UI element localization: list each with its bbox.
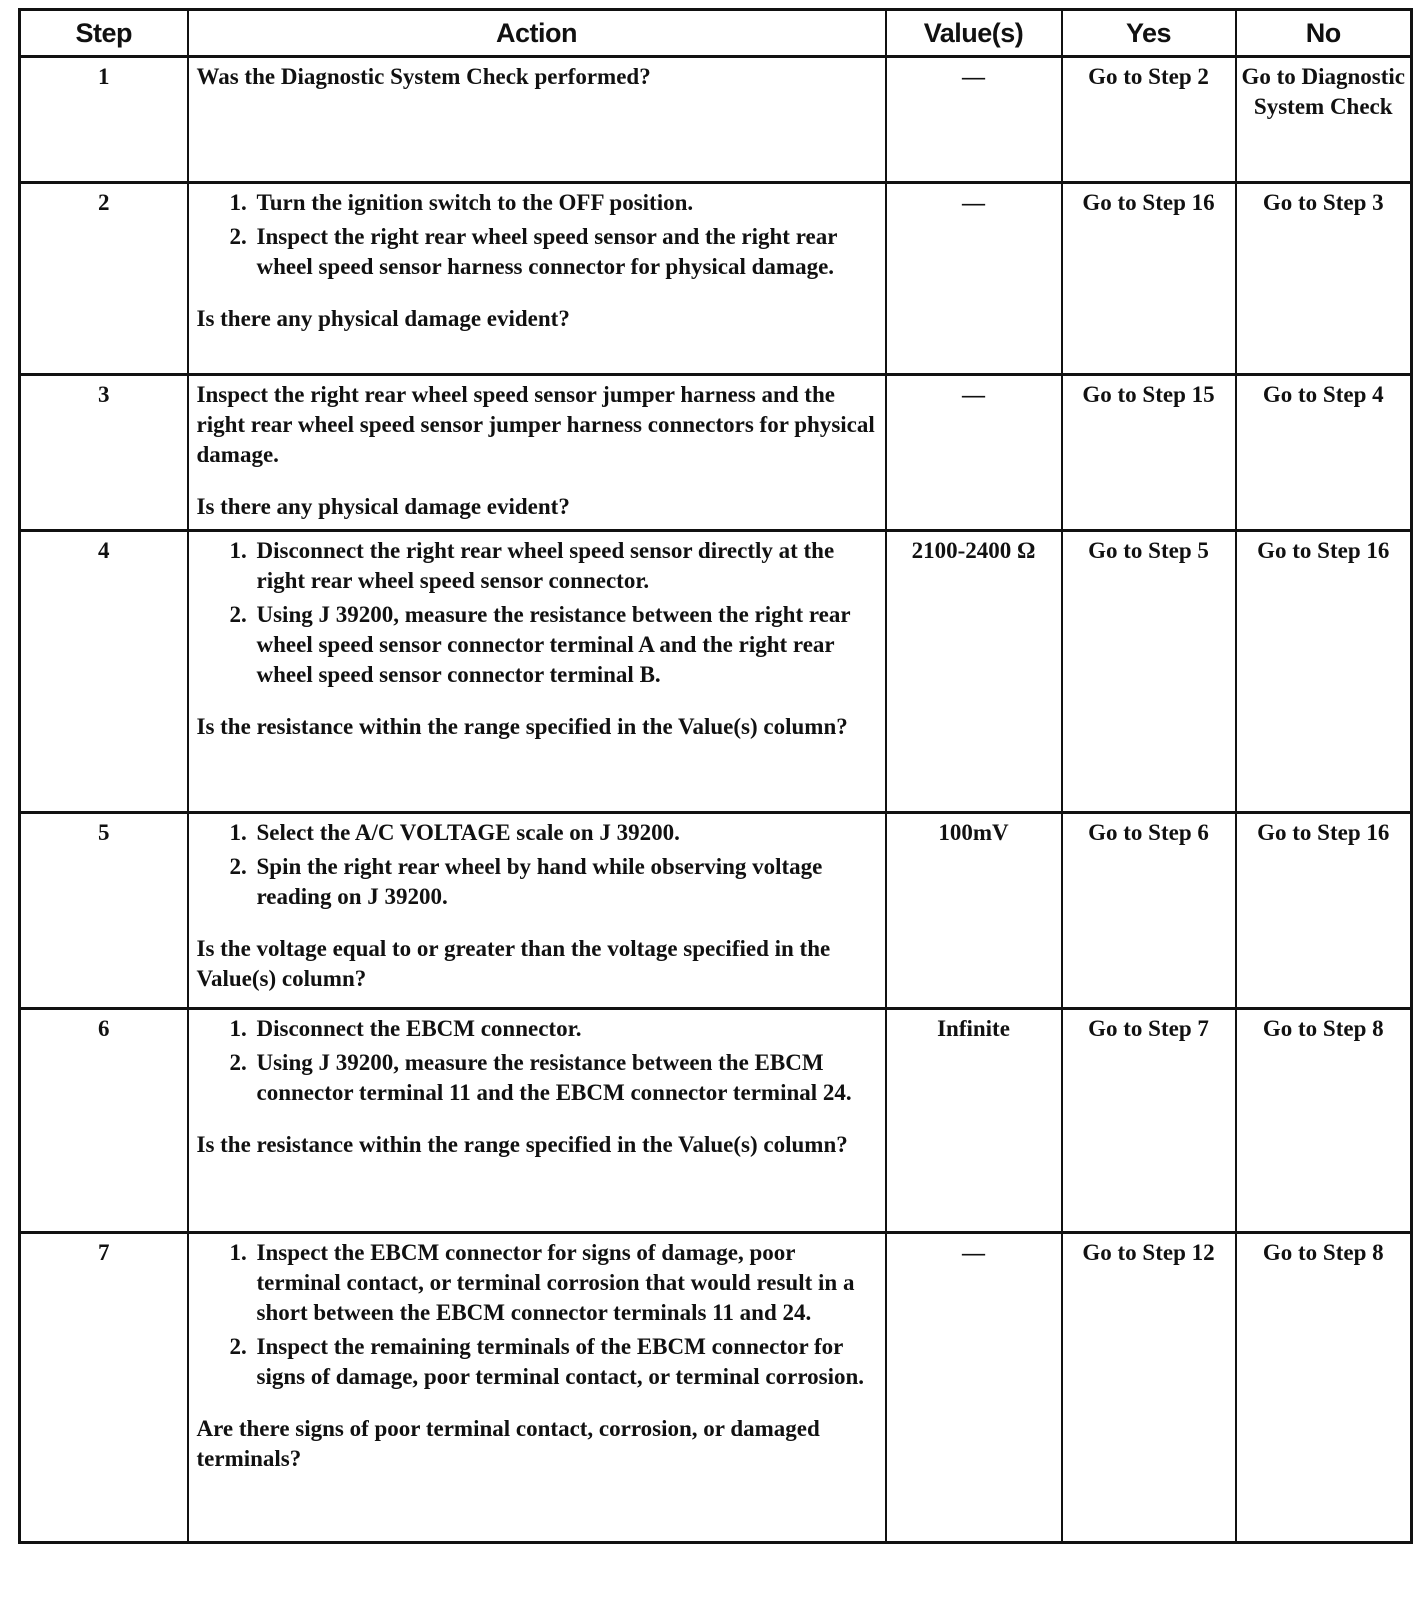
header-action: Action xyxy=(188,10,886,57)
action-question: Is the resistance within the range specified in the Value(s) column? xyxy=(196,714,848,739)
yes-cell: Go to Step 15 xyxy=(1062,375,1236,531)
action-step: 1. Disconnect the right rear wheel speed sensor directly at the right rear wheel speed sensor connector. xyxy=(253,536,877,596)
no-cell: Go to Step 4 xyxy=(1236,375,1412,531)
action-question: Is the voltage equal to or greater than the voltage specified in the Value(s) column? xyxy=(196,936,831,991)
step-number: 3 xyxy=(20,375,188,531)
yes-cell: Go to Step 12 xyxy=(1062,1233,1236,1543)
action-steps-list xyxy=(197,1238,877,1392)
header-step: Step xyxy=(20,10,188,57)
step-number: 6 xyxy=(20,1009,188,1233)
no-cell: Go to Step 8 xyxy=(1236,1233,1412,1543)
yes-cell: Go to Step 7 xyxy=(1062,1009,1236,1233)
no-cell: Go to Diagnostic System Check xyxy=(1236,57,1412,183)
action-step: 1. Inspect the EBCM connector for signs of damage, poor terminal contact, or terminal corrosion that would result in a short between the EBCM connector terminals 11 and 24. xyxy=(253,1238,877,1328)
action-question: Is the resistance within the range specified in the Value(s) column? xyxy=(196,1132,848,1157)
action-step: 1. Disconnect the EBCM connector. xyxy=(253,1014,877,1044)
yes-cell: Go to Step 6 xyxy=(1062,813,1236,1009)
action-cell xyxy=(188,1233,886,1543)
step-number: 2 xyxy=(20,183,188,375)
action-cell xyxy=(188,57,886,183)
action-step: 2. Inspect the right rear wheel speed sensor and the right rear wheel speed sensor harness connector for physical damage. xyxy=(253,222,877,282)
table-row xyxy=(20,183,1412,375)
step-number: 4 xyxy=(20,531,188,813)
action-question: Is there any physical damage evident? xyxy=(196,306,570,331)
action-cell xyxy=(188,375,886,531)
no-cell: Go to Step 3 xyxy=(1236,183,1412,375)
no-cell: Go to Step 16 xyxy=(1236,813,1412,1009)
no-cell: Go to Step 8 xyxy=(1236,1009,1412,1233)
value-cell: — xyxy=(886,183,1062,375)
table-row xyxy=(20,57,1412,183)
action-step: 1. Select the A/C VOLTAGE scale on J 39200. xyxy=(253,818,877,848)
action-text: Inspect the right rear wheel speed sensor jumper harness and the right rear wheel speed sensor jumper harness connectors for physical damage. xyxy=(196,382,875,467)
table-row xyxy=(20,375,1412,531)
action-cell xyxy=(188,813,886,1009)
action-cell xyxy=(188,531,886,813)
table-header-row xyxy=(20,10,1412,57)
action-question: Is there any physical damage evident? xyxy=(196,494,570,519)
yes-cell: Go to Step 5 xyxy=(1062,531,1236,813)
value-cell: 100mV xyxy=(886,813,1062,1009)
action-steps-list xyxy=(197,536,877,690)
action-steps-list xyxy=(197,1014,877,1108)
header-no: No xyxy=(1236,10,1412,57)
action-step: 2. Inspect the remaining terminals of the EBCM connector for signs of damage, poor terminal contact, or terminal corrosion. xyxy=(253,1332,877,1392)
diagnostic-table xyxy=(18,8,1413,1544)
action-cell xyxy=(188,183,886,375)
value-cell: — xyxy=(886,57,1062,183)
value-cell: — xyxy=(886,375,1062,531)
header-values: Value(s) xyxy=(886,10,1062,57)
value-cell: Infinite xyxy=(886,1009,1062,1233)
step-number: 7 xyxy=(20,1233,188,1543)
action-steps-list xyxy=(197,188,877,282)
yes-cell: Go to Step 2 xyxy=(1062,57,1236,183)
step-number: 1 xyxy=(20,57,188,183)
step-number: 5 xyxy=(20,813,188,1009)
yes-cell: Go to Step 16 xyxy=(1062,183,1236,375)
action-step: 1. Turn the ignition switch to the OFF position. xyxy=(253,188,877,218)
action-text: Was the Diagnostic System Check performed? xyxy=(196,64,651,89)
action-step: 2. Using J 39200, measure the resistance between the right rear wheel speed sensor connector terminal A and the right rear wheel speed sensor connector terminal B. xyxy=(253,600,877,690)
value-cell: 2100-2400 Ω xyxy=(886,531,1062,813)
table-row xyxy=(20,1233,1412,1543)
no-cell: Go to Step 16 xyxy=(1236,531,1412,813)
action-question: Are there signs of poor terminal contact, corrosion, or damaged terminals? xyxy=(196,1416,820,1471)
table-row xyxy=(20,813,1412,1009)
action-steps-list xyxy=(197,818,877,912)
table-row xyxy=(20,1009,1412,1233)
table-row xyxy=(20,531,1412,813)
action-step: 2. Using J 39200, measure the resistance between the EBCM connector terminal 11 and the EBCM connector terminal 24. xyxy=(253,1048,877,1108)
header-yes: Yes xyxy=(1062,10,1236,57)
value-cell: — xyxy=(886,1233,1062,1543)
action-cell xyxy=(188,1009,886,1233)
action-step: 2. Spin the right rear wheel by hand while observing voltage reading on J 39200. xyxy=(253,852,877,912)
